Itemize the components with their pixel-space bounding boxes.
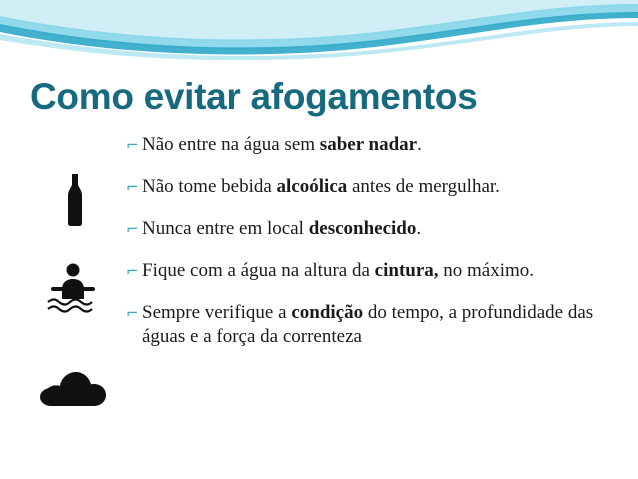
bullet-text-emphasis: alcoólica [276,176,348,197]
bullet-marker-icon: ⌐ [126,262,139,280]
list-item [126,259,616,283]
bullet-text [142,217,616,241]
bullet-text [142,301,616,349]
swimmer-glyph [44,262,102,314]
bullet-text-segment: no máximo. [438,260,535,281]
bullet-marker-icon: ⌐ [126,136,139,154]
swimmer-icon [44,262,102,319]
bullet-text [142,175,616,199]
bullet-text-segment: . [417,134,422,155]
header-wave-decoration [0,0,638,62]
bullet-text-segment: Nunca entre em local [142,218,309,239]
bullet-text [142,133,616,157]
cloud-glyph [38,366,110,410]
list-item [126,175,616,199]
bullet-text-emphasis: condição [291,302,364,323]
bullet-text [142,259,616,283]
bottle-icon [58,172,92,233]
bullet-text-segment: Não tome bebida [142,176,277,197]
cloud-icon [38,366,110,415]
bullet-text-segment: Sempre verifique a [142,302,292,323]
list-item [126,301,616,349]
bullet-text-segment: Fique com a água na altura da [142,260,375,281]
bullet-list [126,133,616,367]
bullet-text-emphasis: desconhecido [308,218,417,239]
bullet-text-emphasis: saber nadar [319,134,418,155]
list-item [126,133,616,157]
bullet-text-segment: do tempo, a profundidade das águas e a força da correnteza [142,302,594,347]
bullet-text-segment: . [416,218,422,239]
page-title: Como evitar afogamentos [30,76,478,117]
bullet-text-segment: Não entre na água sem [142,134,320,155]
wave-graphic [0,0,638,62]
bullet-marker-icon: ⌐ [126,178,139,196]
bottle-glyph [58,172,92,228]
list-item [126,217,616,241]
bullet-text-segment: antes de mergulhar. [347,176,500,197]
bullet-marker-icon: ⌐ [126,220,139,238]
bullet-marker-icon: ⌐ [126,304,139,322]
bullet-text-emphasis: cintura, [374,260,439,281]
